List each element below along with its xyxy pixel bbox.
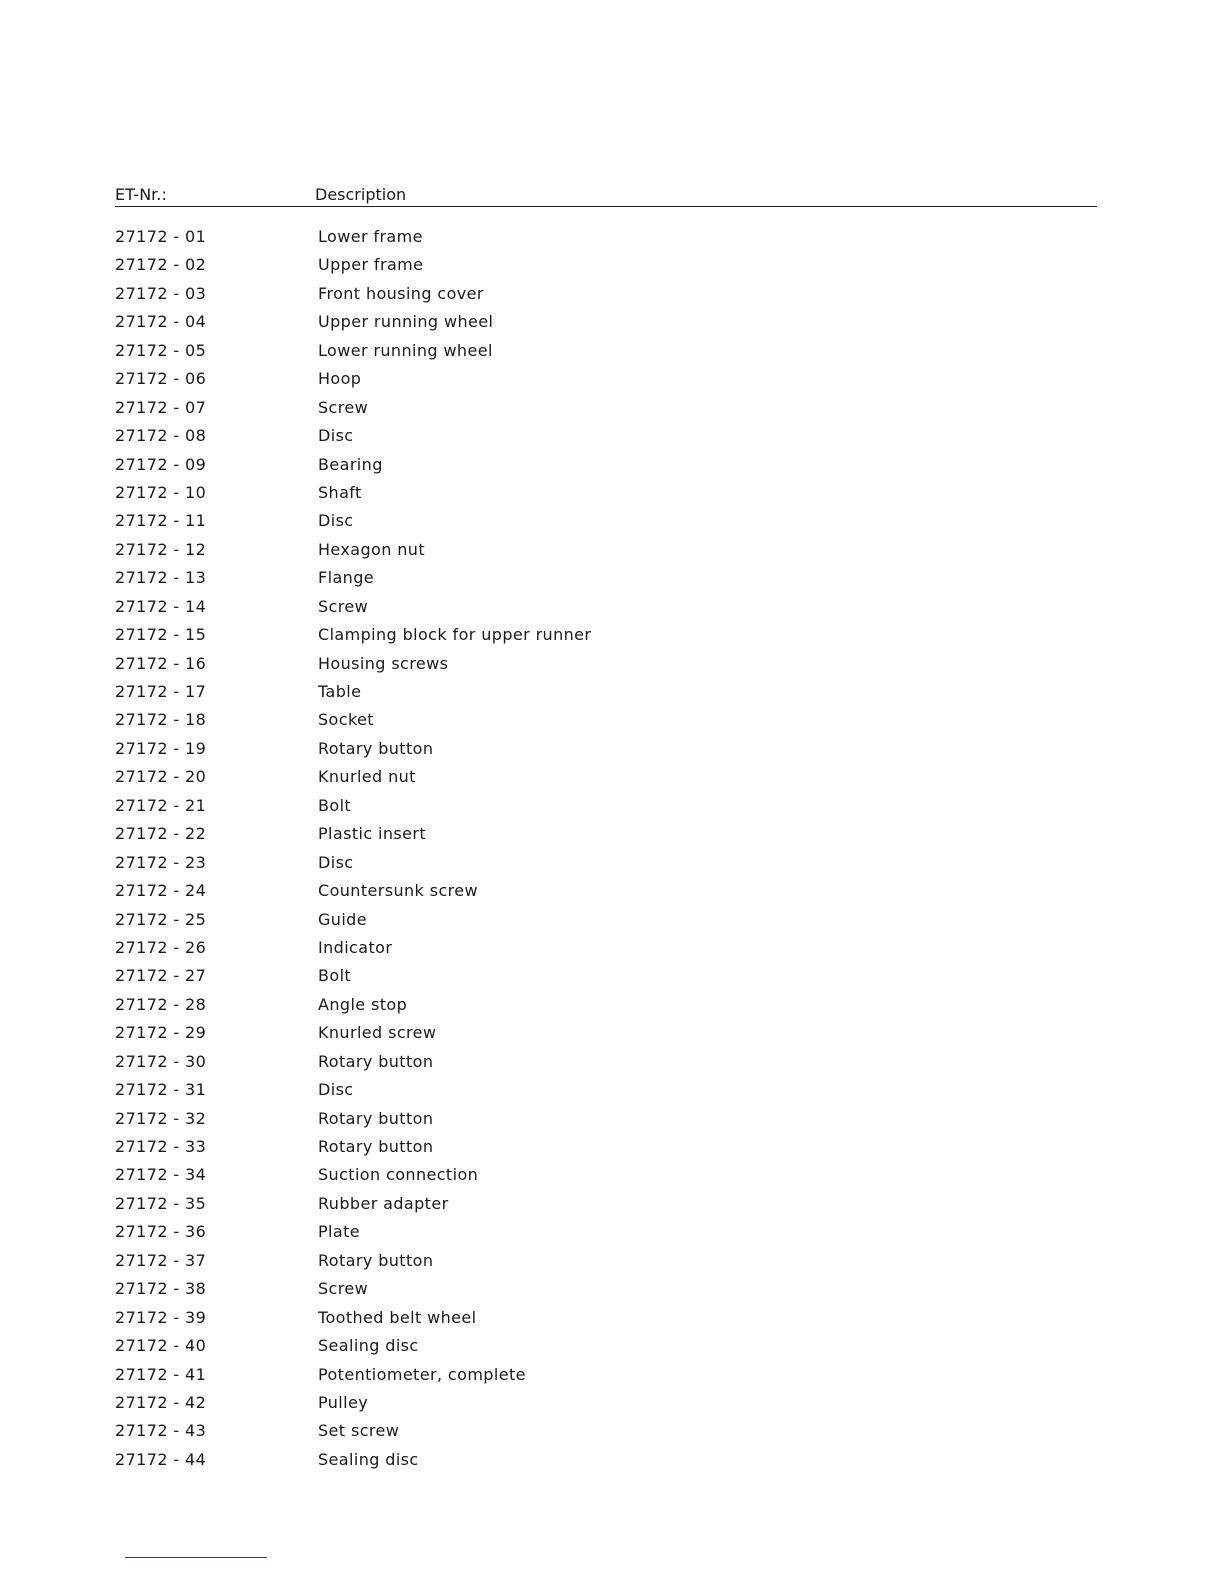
table-row xyxy=(115,564,1097,592)
table-row xyxy=(115,251,1097,279)
part-number: 27172 - 44 xyxy=(115,1449,207,1469)
part-number: 27172 - 07 xyxy=(115,397,207,417)
table-row xyxy=(115,706,1097,734)
part-description: Angle stop xyxy=(318,994,408,1014)
part-description: Knurled screw xyxy=(318,1023,437,1043)
table-row xyxy=(115,735,1097,763)
table-row xyxy=(115,1389,1097,1417)
part-number: 27172 - 01 xyxy=(115,227,207,246)
column-header-description: Description xyxy=(315,185,407,204)
parts-list xyxy=(115,223,1097,1474)
table-row xyxy=(115,223,1097,251)
table-header xyxy=(115,185,1097,207)
part-number: 27172 - 03 xyxy=(115,283,207,303)
part-number: 27172 - 08 xyxy=(115,426,207,446)
part-number: 27172 - 43 xyxy=(115,1421,207,1441)
part-description: Upper running wheel xyxy=(318,312,494,332)
part-description: Housing screws xyxy=(318,653,449,673)
table-row xyxy=(115,1019,1097,1047)
part-description: Clamping block for upper runner xyxy=(318,625,592,645)
part-description: Guide xyxy=(318,909,367,929)
part-description: Rotary button xyxy=(318,1051,434,1071)
part-description: Disc xyxy=(318,852,354,872)
part-description: Hexagon nut xyxy=(318,539,425,559)
part-number: 27172 - 31 xyxy=(115,1080,207,1100)
part-description: Screw xyxy=(318,1279,369,1299)
part-description: Rubber adapter xyxy=(318,1193,449,1213)
part-description: Table xyxy=(318,682,362,701)
part-description: Disc xyxy=(318,1080,354,1100)
part-number: 27172 - 32 xyxy=(115,1108,207,1128)
table-row xyxy=(115,962,1097,990)
part-description: Front housing cover xyxy=(318,283,484,303)
table-row xyxy=(115,877,1097,905)
table-row xyxy=(115,849,1097,877)
part-description: Flange xyxy=(318,568,374,588)
part-number: 27172 - 18 xyxy=(115,710,207,730)
table-row xyxy=(115,1048,1097,1076)
part-description: Set screw xyxy=(318,1421,400,1441)
table-row xyxy=(115,1190,1097,1218)
table-row xyxy=(115,1133,1097,1161)
table-row xyxy=(115,394,1097,422)
part-number: 27172 - 11 xyxy=(115,511,207,531)
part-number: 27172 - 41 xyxy=(115,1364,207,1384)
footnote-divider xyxy=(125,1557,267,1558)
part-description: Rotary button xyxy=(318,1137,434,1156)
part-description: Bolt xyxy=(318,966,352,986)
part-number: 27172 - 16 xyxy=(115,653,207,673)
part-description: Disc xyxy=(318,426,354,446)
part-description: Plastic insert xyxy=(318,824,427,844)
table-row xyxy=(115,1275,1097,1303)
part-number: 27172 - 13 xyxy=(115,568,207,588)
table-row xyxy=(115,1361,1097,1389)
part-description: Knurled nut xyxy=(318,767,416,787)
part-description: Hoop xyxy=(318,369,362,389)
part-number: 27172 - 14 xyxy=(115,596,207,616)
part-description: Sealing disc xyxy=(318,1449,419,1469)
part-description: Rotary button xyxy=(318,1250,434,1270)
part-description: Socket xyxy=(318,710,374,730)
table-row xyxy=(115,365,1097,393)
part-description: Bearing xyxy=(318,454,383,474)
table-row xyxy=(115,280,1097,308)
table-row xyxy=(115,451,1097,479)
part-description: Upper frame xyxy=(318,255,424,275)
part-number: 27172 - 09 xyxy=(115,454,207,474)
part-number: 27172 - 36 xyxy=(115,1222,207,1242)
part-number: 27172 - 12 xyxy=(115,539,207,559)
table-row xyxy=(115,1218,1097,1246)
part-number: 27172 - 02 xyxy=(115,255,207,275)
part-description: Potentiometer, complete xyxy=(318,1364,526,1384)
table-row xyxy=(115,906,1097,934)
part-number: 27172 - 21 xyxy=(115,795,207,815)
part-number: 27172 - 37 xyxy=(115,1250,207,1270)
part-description: Screw xyxy=(318,397,369,417)
table-row xyxy=(115,479,1097,507)
table-row xyxy=(115,678,1097,706)
table-row xyxy=(115,1304,1097,1332)
table-row xyxy=(115,991,1097,1019)
table-row xyxy=(115,536,1097,564)
table-row xyxy=(115,308,1097,336)
table-row xyxy=(115,1332,1097,1360)
part-number: 27172 - 34 xyxy=(115,1165,207,1185)
part-description: Disc xyxy=(318,511,354,531)
part-number: 27172 - 05 xyxy=(115,340,207,360)
part-number: 27172 - 15 xyxy=(115,625,207,645)
part-number: 27172 - 06 xyxy=(115,369,207,389)
part-description: Plate xyxy=(318,1222,361,1242)
part-description: Pulley xyxy=(318,1392,369,1412)
part-description: Lower running wheel xyxy=(318,340,493,360)
part-number: 27172 - 29 xyxy=(115,1023,207,1043)
table-row xyxy=(115,1161,1097,1189)
part-number: 27172 - 25 xyxy=(115,909,207,929)
part-number: 27172 - 04 xyxy=(115,312,207,332)
part-number: 27172 - 33 xyxy=(115,1137,207,1156)
part-description: Shaft xyxy=(318,482,362,502)
table-row xyxy=(115,1446,1097,1474)
table-row xyxy=(115,1076,1097,1104)
part-number: 27172 - 20 xyxy=(115,767,207,787)
part-description: Rotary button xyxy=(318,1108,434,1128)
part-number: 27172 - 19 xyxy=(115,738,207,758)
table-row xyxy=(115,507,1097,535)
table-row xyxy=(115,621,1097,649)
table-row xyxy=(115,1417,1097,1445)
part-number: 27172 - 42 xyxy=(115,1392,207,1412)
part-description: Indicator xyxy=(318,937,393,957)
part-number: 27172 - 23 xyxy=(115,852,207,872)
part-description: Countersunk screw xyxy=(318,881,478,901)
part-number: 27172 - 22 xyxy=(115,824,207,844)
table-row xyxy=(115,792,1097,820)
part-description: Suction connection xyxy=(318,1165,479,1185)
part-number: 27172 - 28 xyxy=(115,994,207,1014)
part-number: 27172 - 38 xyxy=(115,1279,207,1299)
table-row xyxy=(115,593,1097,621)
table-row xyxy=(115,337,1097,365)
part-description: Sealing disc xyxy=(318,1336,419,1356)
part-number: 27172 - 35 xyxy=(115,1193,207,1213)
part-number: 27172 - 10 xyxy=(115,482,207,502)
part-description: Toothed belt wheel xyxy=(318,1307,477,1327)
part-number: 27172 - 39 xyxy=(115,1307,207,1327)
part-number: 27172 - 17 xyxy=(115,682,207,701)
part-number: 27172 - 30 xyxy=(115,1051,207,1071)
column-header-part-number: ET-Nr.: xyxy=(115,185,167,204)
table-row xyxy=(115,1247,1097,1275)
part-description: Screw xyxy=(318,596,369,616)
part-number: 27172 - 24 xyxy=(115,881,207,901)
part-description: Lower frame xyxy=(318,227,423,246)
table-row xyxy=(115,763,1097,791)
part-number: 27172 - 27 xyxy=(115,966,207,986)
part-number: 27172 - 26 xyxy=(115,937,207,957)
part-number: 27172 - 40 xyxy=(115,1336,207,1356)
table-row xyxy=(115,934,1097,962)
table-row xyxy=(115,820,1097,848)
table-row xyxy=(115,422,1097,450)
part-description: Rotary button xyxy=(318,738,434,758)
table-row xyxy=(115,1105,1097,1133)
table-row xyxy=(115,650,1097,678)
part-description: Bolt xyxy=(318,795,352,815)
